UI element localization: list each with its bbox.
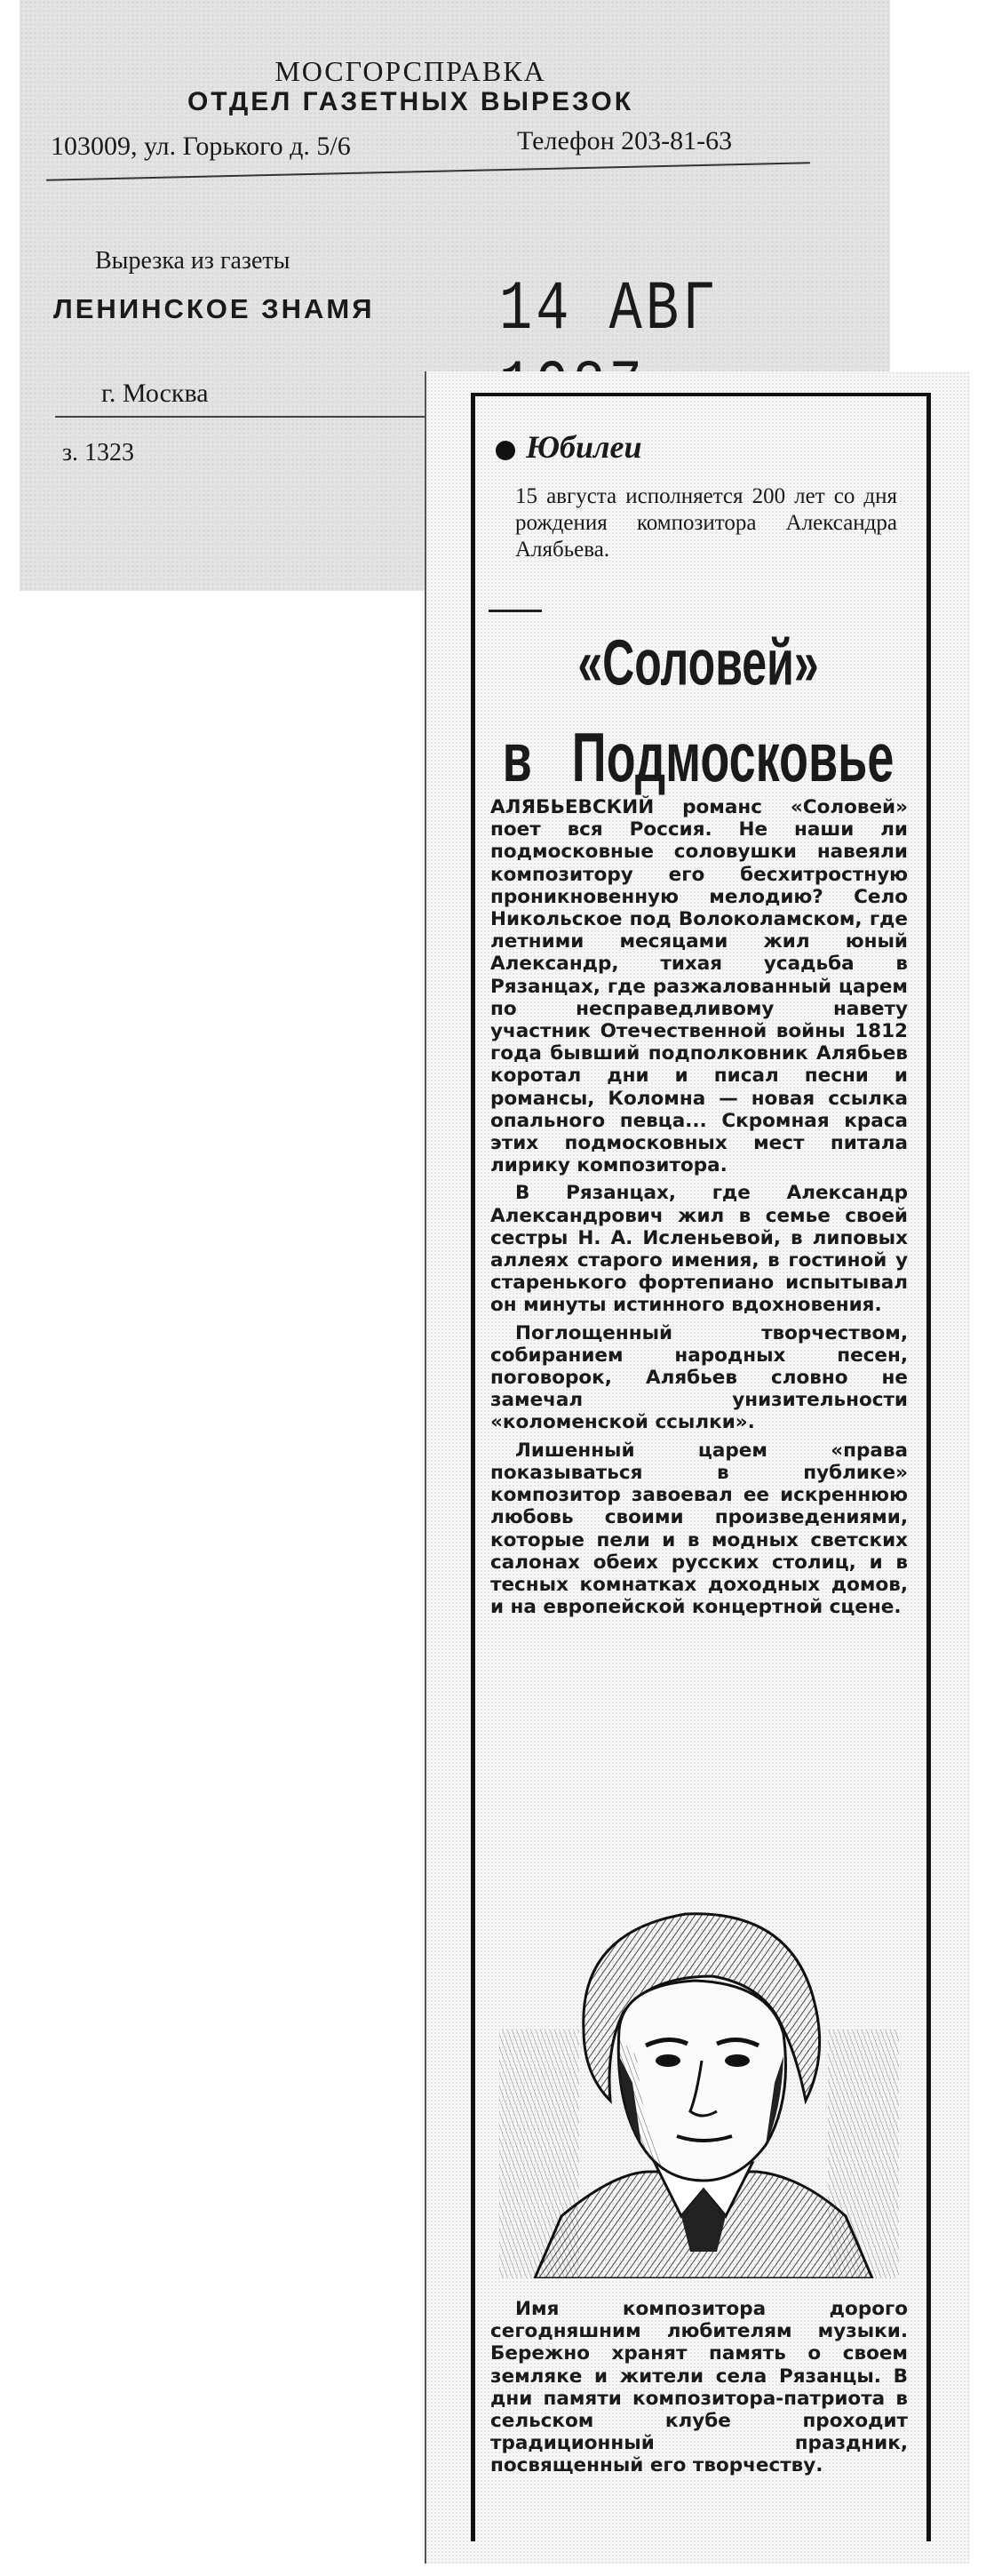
article-paragraph: Поглощенный творчеством, собиранием народных песен, поговорок, Алябьев словно не замечал унизительности «коломенской ссылки». (490, 1321, 908, 1434)
article-paragraph: В Рязанцах, где Александр Александрович жил в семье своей сестры Н. А. Исленьевой, в липовых аллеях старого имения, в гостиной у старенького фортепиано испытывал он минуты истинного вдохновения. (490, 1182, 908, 1317)
stamp-date: 14 АВГ (499, 270, 720, 349)
stamp-cutting-label: Вырезка из газеты (95, 247, 290, 275)
rubric-heading (496, 428, 641, 466)
composer-portrait-image (499, 1878, 899, 2278)
article-paragraph: Лишенный царем «права показываться в публике» композитор завоевал ее искреннюю любовь своими произведениями, которые пели и в модных светских салонах обеих русских столиц, и в тесных комнатках доходных домов, и на европейской концертной сцене. (490, 1439, 908, 1619)
article-closing-paragraph: Имя композитора дорого сегодняшним любителям музыки. Бережно хранят память о своем земляке и жители села Рязанцы. В дни памяти композитора-патриота в сельском клубе проходит традиционный праздник, посвященный его творчеству. (490, 2298, 908, 2477)
article-paragraph: АЛЯБЬЕВСКИЙ романс «Соловей» поет вся Россия. Не наши ли подмосковные соловушки навеяли композитору его бесхитростную проникновенную мелодию? Село Никольское под Волоколамском, где летними месяцами жил юный Александр, тихая усадьба в Рязанцах, где разжалованный царем по несправедливому навету участник Отечественной войны 1812 года бывший подполковник Алябьев коротал дни и писал песни и романсы, Коломна — новая ссылка опального певца... Скромная краса этих подмосковных мест питала лирику композитора. (490, 796, 908, 1177)
stamp-newspaper-name: ЛЕНИНСКОЕ ЗНАМЯ (53, 293, 375, 324)
rubric-label: Юбилеи (526, 429, 642, 465)
lead-divider (489, 610, 542, 612)
stamp-order-number: з. 1323 (62, 439, 135, 467)
stamp-department: ОТДЕЛ ГАЗЕТНЫХ ВЫРЕЗОК (187, 87, 634, 116)
stamp-divider-short (55, 416, 455, 418)
article-title-line1: «Соловей» (577, 626, 819, 699)
stamp-address: 103009, ул. Горького д. 5/6 (51, 132, 351, 161)
stamp-phone: Телефон 203-81-63 (517, 126, 733, 156)
stamp-city: г. Москва (101, 379, 209, 408)
article-lead: 15 августа исполняется 200 лет со дня рождения композитора Александра Алябьева. (515, 484, 897, 562)
newspaper-clipping (425, 371, 970, 2564)
stamp-organization: МОСГОРСПРАВКА (274, 55, 546, 87)
article-body (490, 796, 908, 1618)
stamp-divider (46, 162, 810, 181)
article-title-line2: в Подмосковье (502, 719, 895, 797)
bullet-icon (496, 441, 515, 460)
